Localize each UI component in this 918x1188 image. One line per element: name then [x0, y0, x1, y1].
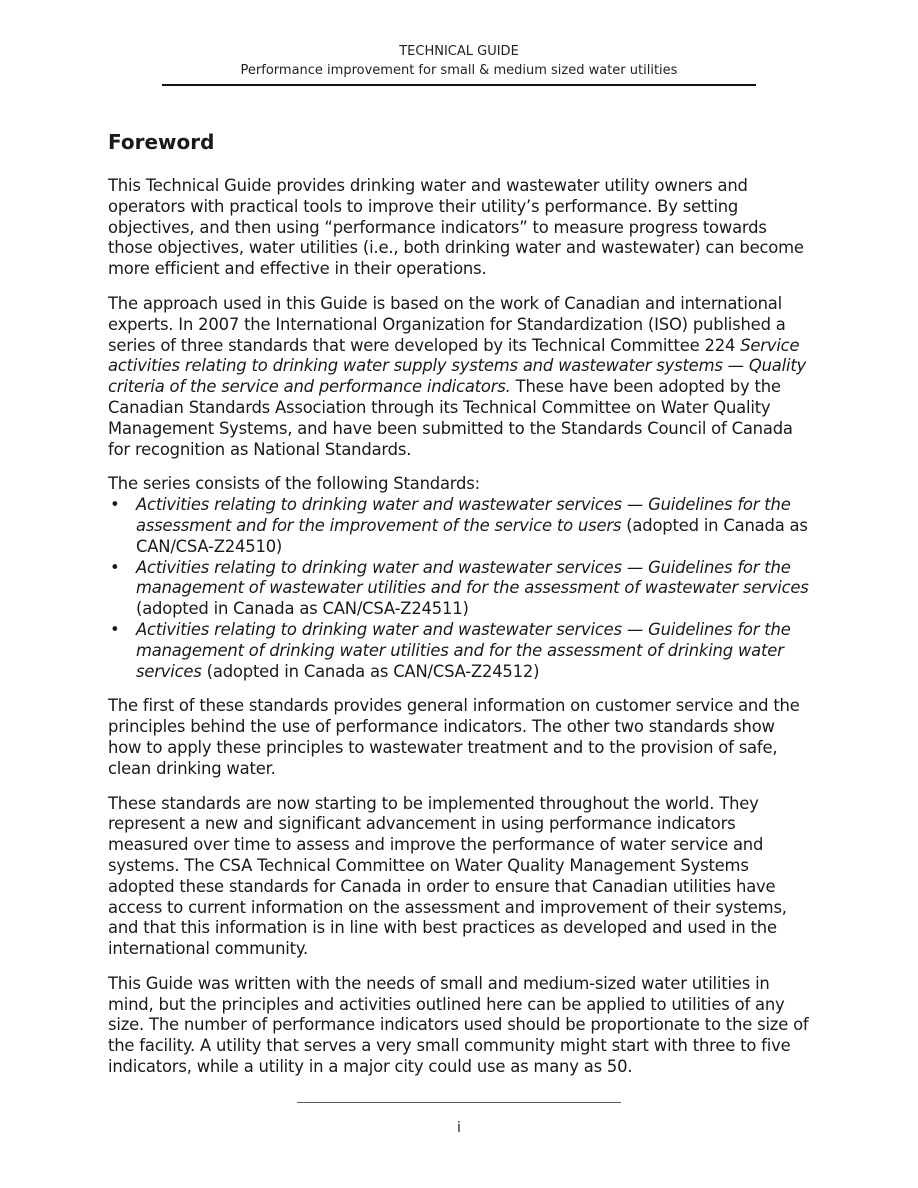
paragraph-approach-text-a: The approach used in this Guide is based on the work of Canadian and international experts. In 2007 the International Organization for Standardization (ISO) published a series of three standards that were developed by its Technical Committee 224	[108, 293, 786, 355]
committee-title: Service activities relating to drinking water supply systems and wastewater systems — Quality criteria of the service and performance indicators.	[108, 335, 807, 397]
standard-item-z24510	[108, 495, 810, 557]
standard-adoption: (adopted in Canada as CAN/CSA-Z24511)	[136, 599, 469, 619]
running-header	[162, 42, 756, 80]
paragraph-first-standard: The first of these standards provides general information on customer service and the principles behind the use of performance indicators. The other two standards show how to apply these principles to wastewater treatment and to the provision of safe, clean drinking water.	[108, 696, 800, 778]
standard-title: Activities relating to drinking water and wastewater services — Guidelines for the assessment and for the improvement of the service to users	[136, 495, 791, 535]
header-subtitle: Performance improvement for small & medium sized water utilities	[240, 63, 678, 78]
paragraph-implementation: These standards are now starting to be implemented throughout the world. They represent a new and significant advancement in using performance indicators measured over time to assess and improve the performance of water service and systems. The CSA Technical Committee on Water Quality Management Systems adopted these standards for Canada in order to ensure that Canadian utilities have access to current information on the assessment and improvement of their systems, and that this information is in line with best practices as developed and used in the international community.	[108, 793, 787, 959]
standard-item-z24512	[108, 620, 810, 682]
paragraph-audience: This Guide was written with the needs of small and medium-sized water utilities in mind, but the principles and activities outlined here can be applied to utilities of any size. The number of performance indicators used should be proportionate to the size of the facility. A utility that serves a very small community might start with three to five indicators, while a utility in a major city could use as many as 50.	[108, 973, 809, 1077]
paragraph-approach	[108, 294, 810, 460]
page-number: i	[457, 1120, 461, 1136]
standard-item-z24511	[108, 558, 810, 620]
header-title: TECHNICAL GUIDE	[399, 44, 519, 59]
standard-title: Activities relating to drinking water and wastewater services — Guidelines for the management of drinking water utilities and for the assessment of drinking water services	[136, 619, 791, 681]
standard-adoption: (adopted in Canada as CAN/CSA-Z24510)	[136, 515, 808, 556]
page-body	[108, 128, 810, 1092]
header-rule	[162, 84, 756, 86]
paragraph-intro: This Technical Guide provides drinking water and wastewater utility owners and operators with practical tools to improve their utility’s performance. By setting objectives, and then using “performance indicators” to measure progress towards those objectives, water utilities (i.e., both drinking water and wastewater) can become more efficient and effective in their operations.	[108, 176, 804, 279]
section-heading: Foreword	[108, 130, 215, 154]
footer-rule	[297, 1102, 621, 1103]
series-intro: The series consists of the following Standards:	[108, 474, 480, 494]
standards-list	[108, 495, 810, 682]
standard-adoption: (adopted in Canada as CAN/CSA-Z24512)	[201, 661, 540, 681]
standard-title: Activities relating to drinking water and wastewater services — Guidelines for the management of wastewater utilities and for the assessment of wastewater services	[136, 557, 809, 598]
paragraph-approach-text-b: These have been adopted by the Canadian Standards Association through its Technical Committee on Water Quality Management Systems, and have been submitted to the Standards Council of Canada for recognition as National Standards.	[108, 377, 793, 459]
